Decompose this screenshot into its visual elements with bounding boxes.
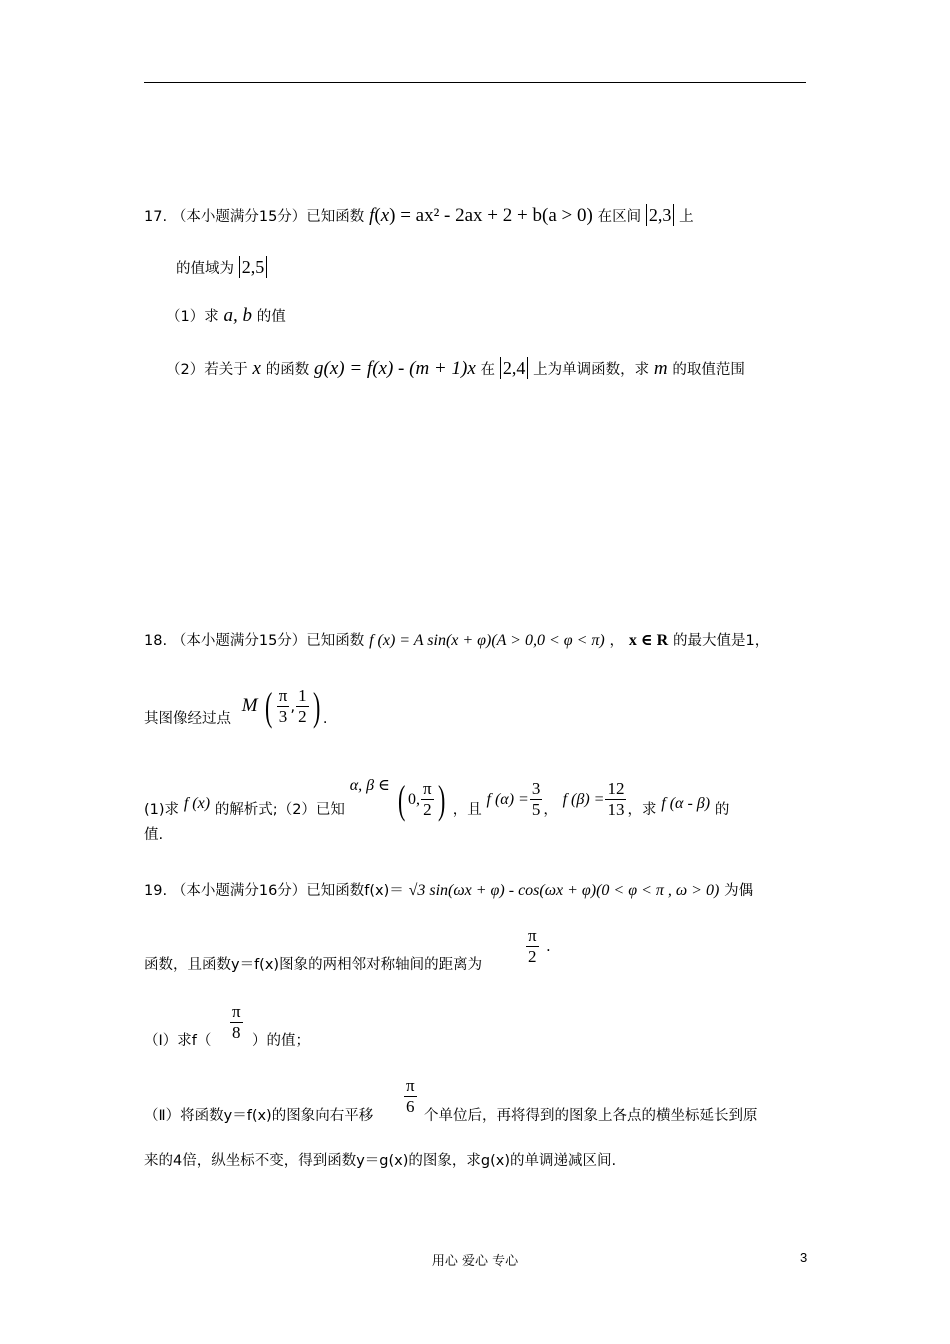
q18-domain: x ∈ R bbox=[628, 632, 669, 649]
q17-line1 bbox=[144, 204, 694, 227]
q18-right-paren: ) bbox=[312, 683, 320, 729]
q18-line3 bbox=[144, 756, 730, 822]
q18-period: . bbox=[322, 711, 328, 727]
q18-line4 bbox=[144, 824, 163, 845]
q17-interval-1: 2,3 bbox=[646, 204, 675, 226]
q17-part2-mid: 的函数 bbox=[265, 362, 310, 378]
q17-part2-tail: 上为单调函数，求 bbox=[533, 362, 650, 378]
q17-part2 bbox=[166, 357, 745, 380]
q18-f-diff: f (α - β) bbox=[661, 795, 711, 812]
q18-func: f (x) = A sin(x + φ)(A > 0,0 < φ < π) bbox=[369, 632, 605, 649]
q19-part1 bbox=[144, 1030, 211, 1051]
q18-point-frac2: $\frac{1}{2}$ bbox=[298, 686, 307, 726]
q19-points: （本小题满分16分） bbox=[171, 883, 307, 899]
q19-part2-label: （Ⅱ）将函数y＝f(x)的图象向右平移 bbox=[144, 1108, 374, 1124]
q18-ask: ，求 bbox=[627, 802, 657, 818]
q17-interval-3: 2,4 bbox=[500, 357, 529, 379]
q18-part2-zero: 0, bbox=[408, 791, 421, 808]
q19-func: √3 sin(ωx + φ) - cos(ωx + φ)(0 < φ < π , ω > 0) bbox=[408, 882, 720, 899]
q19-part2 bbox=[144, 1105, 373, 1126]
q18-de: 的 bbox=[714, 802, 730, 818]
q18-line2: 其图像经过点 M ( $\frac{\pi}{3}$ , $\frac{1}{2}$ ) . bbox=[144, 683, 328, 729]
q18-f-beta: f (β) = bbox=[562, 791, 605, 808]
q17-line2 bbox=[176, 256, 267, 279]
q17-number: 17. bbox=[144, 209, 168, 225]
q19-line2-end: . bbox=[546, 937, 551, 955]
q18-lead: 已知函数 bbox=[306, 633, 365, 649]
q18-part2-frac: $\frac{\pi}{2}$ bbox=[423, 779, 432, 819]
q19-part1-label: （Ⅰ）求f（ bbox=[144, 1033, 212, 1049]
q19-part2-line2: 来的4倍，纵坐标不变，得到函数y＝g(x)的图象，求g(x)的单调递减区间. bbox=[144, 1153, 617, 1169]
q17-part2-on: 在 bbox=[480, 362, 496, 378]
q17-part1-tail: 的值 bbox=[256, 309, 286, 325]
q18-point-m: M bbox=[241, 695, 258, 716]
q19-line2 bbox=[144, 954, 482, 975]
q18-point-text: 其图像经过点 bbox=[144, 711, 231, 727]
q18-f-beta-frac: $\frac{12}{13}$ bbox=[607, 779, 625, 819]
q18-p2-right-paren: ) bbox=[437, 776, 445, 822]
q17-part2-var: x bbox=[252, 358, 261, 379]
q18-part1-tail: 的解析式;（2）已知 bbox=[214, 802, 345, 818]
q19-line1 bbox=[144, 880, 753, 901]
q18-f-alpha: f (α) = bbox=[486, 791, 529, 808]
q17-on-interval: 在区间 bbox=[597, 209, 642, 225]
q17-lead: 已知函数 bbox=[306, 209, 365, 225]
q19-lead: 已知函数f(x)＝ bbox=[306, 883, 404, 899]
q17-on: 上 bbox=[679, 209, 694, 225]
page-number: 3 bbox=[800, 1250, 808, 1265]
header-rule bbox=[144, 82, 806, 83]
q19-number: 19. bbox=[144, 883, 168, 899]
q17-part2-g: g(x) = f(x) - (m + 1)x bbox=[314, 358, 476, 379]
q19-line2-frac: $\frac{\pi}{2}$ bbox=[528, 926, 537, 966]
q18-zhi: 值. bbox=[144, 827, 164, 843]
q17-part1 bbox=[166, 306, 286, 327]
q18-part1: (1)求 bbox=[144, 802, 180, 818]
q19-part2-frac: $\frac{\pi}{6}$ bbox=[406, 1076, 415, 1116]
q19-part1-frac: $\frac{\pi}{8}$ bbox=[232, 1002, 241, 1042]
q19-line2-text: 函数，且函数y＝f(x)图象的两相邻对称轴间的距离为 bbox=[144, 957, 483, 973]
q17-part1-vars: a, b bbox=[223, 305, 253, 326]
q18-points: （本小题满分15分） bbox=[171, 633, 307, 649]
q17-part2-m: m bbox=[653, 358, 668, 379]
q17-points: （本小题满分15分） bbox=[171, 209, 307, 225]
q18-f-alpha-frac: $\frac{3}{5}$ bbox=[531, 779, 541, 819]
q17-interval-2: 2,5 bbox=[239, 256, 268, 278]
q19-tail: 为偶 bbox=[724, 883, 754, 899]
q17-func: f(x) = ax² - 2ax + 2 + b(a > 0) bbox=[369, 205, 593, 226]
q18-part1-f: f (x) bbox=[183, 795, 211, 812]
q17-part2-end: 的取值范围 bbox=[672, 362, 745, 378]
footer-center: 用心 爱心 专心 bbox=[431, 1254, 519, 1269]
q18-part2-vars: α, β ∈ bbox=[349, 777, 390, 794]
q17-part2-label: （2）若关于 bbox=[166, 362, 248, 378]
q19-part2-tail: 个单位后，再将得到的图象上各点的横坐标延长到原 bbox=[424, 1108, 758, 1124]
q18-tail: 的最大值是1， bbox=[673, 633, 770, 649]
q19-part1-tail: ）的值； bbox=[252, 1033, 310, 1049]
q18-p2-left-paren: ( bbox=[397, 776, 406, 822]
q18-part2-and: ，且 bbox=[452, 802, 482, 818]
q18-point-frac1: $\frac{\pi}{3}$ bbox=[278, 686, 288, 726]
q18-line1: 18. （本小题满分15分）已知函数 f (x) = A sin(x + φ)(A > 0,0 < φ < π) ， x ∈ R 的最大值是1， bbox=[144, 632, 770, 649]
q18-left-paren: ( bbox=[265, 683, 273, 729]
q17-part1-label: （1）求 bbox=[166, 309, 219, 325]
q18-number: 18. bbox=[144, 633, 168, 649]
q17-range-text: 的值域为 bbox=[176, 261, 234, 277]
q18-comma: ， bbox=[543, 802, 558, 818]
